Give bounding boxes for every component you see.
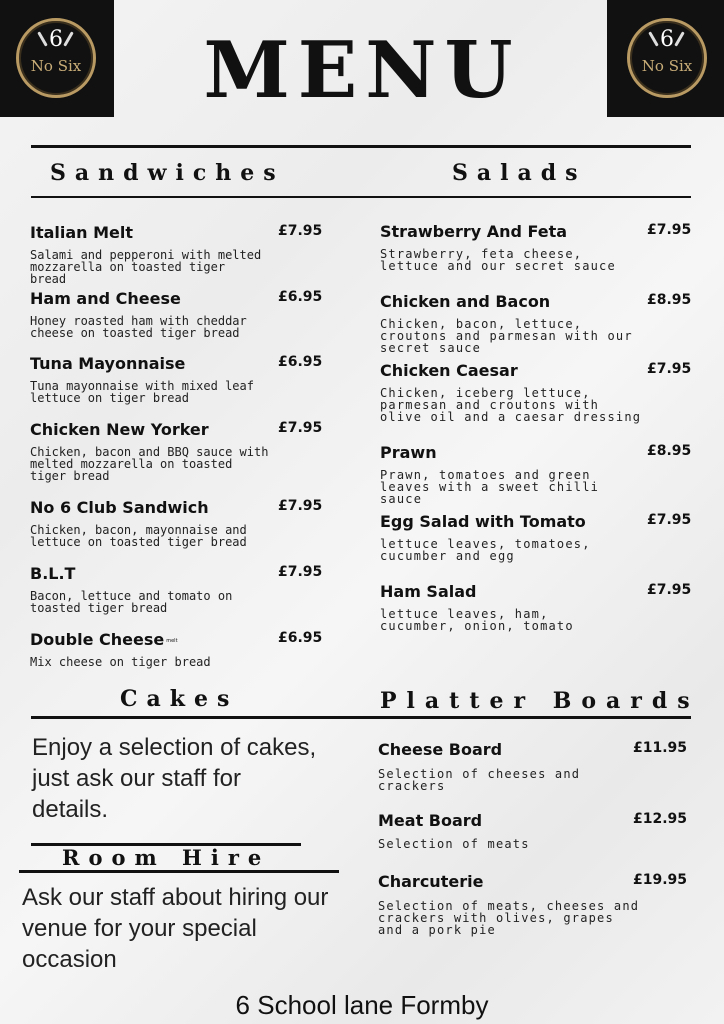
item-name: Chicken and Bacon — [380, 292, 551, 311]
item-name: Meat Board — [378, 811, 483, 830]
room-hire-text: Ask our staff about hiring our venue for your special occasion — [22, 884, 329, 973]
item-price: £7.95 — [278, 498, 323, 514]
item-price: £6.95 — [278, 289, 323, 305]
item-name: Cheese Board — [378, 740, 503, 759]
item-price: £12.95 — [633, 811, 688, 827]
divider — [31, 196, 691, 198]
item-desc: Prawn, tomatoes and green leaves with a sweet chilli sauce — [380, 468, 600, 506]
item-desc: Bacon, lettuce and tomato on toasted tiger bread — [30, 589, 233, 615]
divider — [31, 716, 691, 719]
item-desc: Selection of cheeses and crackers — [378, 767, 581, 793]
item-desc: Selection of meats, cheeses and crackers with olives, grapes and a pork pie — [378, 899, 640, 937]
logo-text: No Six — [641, 57, 693, 75]
item-price: £19.95 — [633, 872, 688, 888]
item-desc: Tuna mayonnaise with mixed leaf lettuce on tiger bread — [30, 379, 254, 405]
item-name: No 6 Club Sandwich — [30, 498, 209, 517]
logo-number: 6 — [660, 27, 674, 52]
address: 6 School lane Formby — [235, 990, 489, 1020]
item-price: £6.95 — [278, 630, 323, 646]
item-tag: melt — [166, 637, 178, 644]
room-hire-heading: Room Hire — [62, 845, 271, 870]
item-price: £7.95 — [278, 420, 323, 436]
item-desc: Chicken, bacon and BBQ sauce with melted mozzarella on toasted tiger bread — [30, 445, 269, 483]
item-desc: lettuce leaves, tomatoes, cucumber and egg — [380, 537, 591, 563]
logo-right — [607, 0, 724, 117]
item-name: Charcuterie — [378, 872, 484, 891]
salads-heading: Salads — [452, 160, 587, 186]
divider — [19, 870, 339, 873]
item-price: £6.95 — [278, 354, 323, 370]
platters-heading: Platter Boards — [380, 688, 700, 714]
logo-number: 6 — [49, 27, 63, 52]
item-name: Egg Salad with Tomato — [380, 512, 586, 531]
item-name: Chicken New Yorker — [30, 420, 209, 439]
item-name: Italian Melt — [30, 223, 134, 242]
logo-text: No Six — [30, 57, 82, 75]
item-name-text: Double Cheese — [30, 630, 165, 649]
item-price: £7.95 — [647, 512, 692, 528]
item-name: Ham Salad — [380, 582, 477, 601]
item-name: Prawn — [380, 443, 437, 462]
cakes-text: Enjoy a selection of cakes, just ask our staff for details. — [32, 734, 317, 823]
sandwiches-heading: Sandwiches — [50, 160, 285, 186]
page-title: MENU — [203, 25, 521, 116]
item-name — [30, 630, 178, 649]
item-name: Chicken Caesar — [380, 361, 518, 380]
item-desc: Chicken, bacon, lettuce, croutons and parmesan with our secret sauce — [380, 317, 633, 355]
item-desc: Selection of meats — [378, 837, 530, 851]
item-name: B.L.T — [30, 564, 76, 583]
item-desc: Strawberry, feta cheese, lettuce and our secret sauce — [380, 247, 616, 273]
item-name: Tuna Mayonnaise — [30, 354, 186, 373]
item-price: £7.95 — [647, 361, 692, 377]
item-name: Ham and Cheese — [30, 289, 181, 308]
item-price: £7.95 — [647, 582, 692, 598]
logo-left — [0, 0, 114, 117]
item-desc: Mix cheese on tiger bread — [30, 655, 211, 669]
item-desc: Chicken, bacon, mayonnaise and lettuce on toasted tiger bread — [30, 523, 247, 549]
divider — [31, 145, 691, 148]
item-price: £8.95 — [647, 443, 692, 459]
item-price: £11.95 — [633, 740, 688, 756]
cakes-heading: Cakes — [120, 686, 239, 712]
item-price: £7.95 — [647, 222, 692, 238]
item-desc: Chicken, iceberg lettuce, parmesan and croutons with olive oil and a caesar dressing — [380, 386, 642, 424]
item-price: £7.95 — [278, 223, 323, 239]
item-price: £8.95 — [647, 292, 692, 308]
item-desc: Honey roasted ham with cheddar cheese on toasted tiger bread — [30, 314, 247, 340]
item-desc: lettuce leaves, ham, cucumber, onion, tomato — [380, 607, 574, 633]
item-desc: Salami and pepperoni with melted mozzarella on toasted tiger bread — [30, 248, 262, 286]
item-price: £7.95 — [278, 564, 323, 580]
item-name: Strawberry And Feta — [380, 222, 568, 241]
